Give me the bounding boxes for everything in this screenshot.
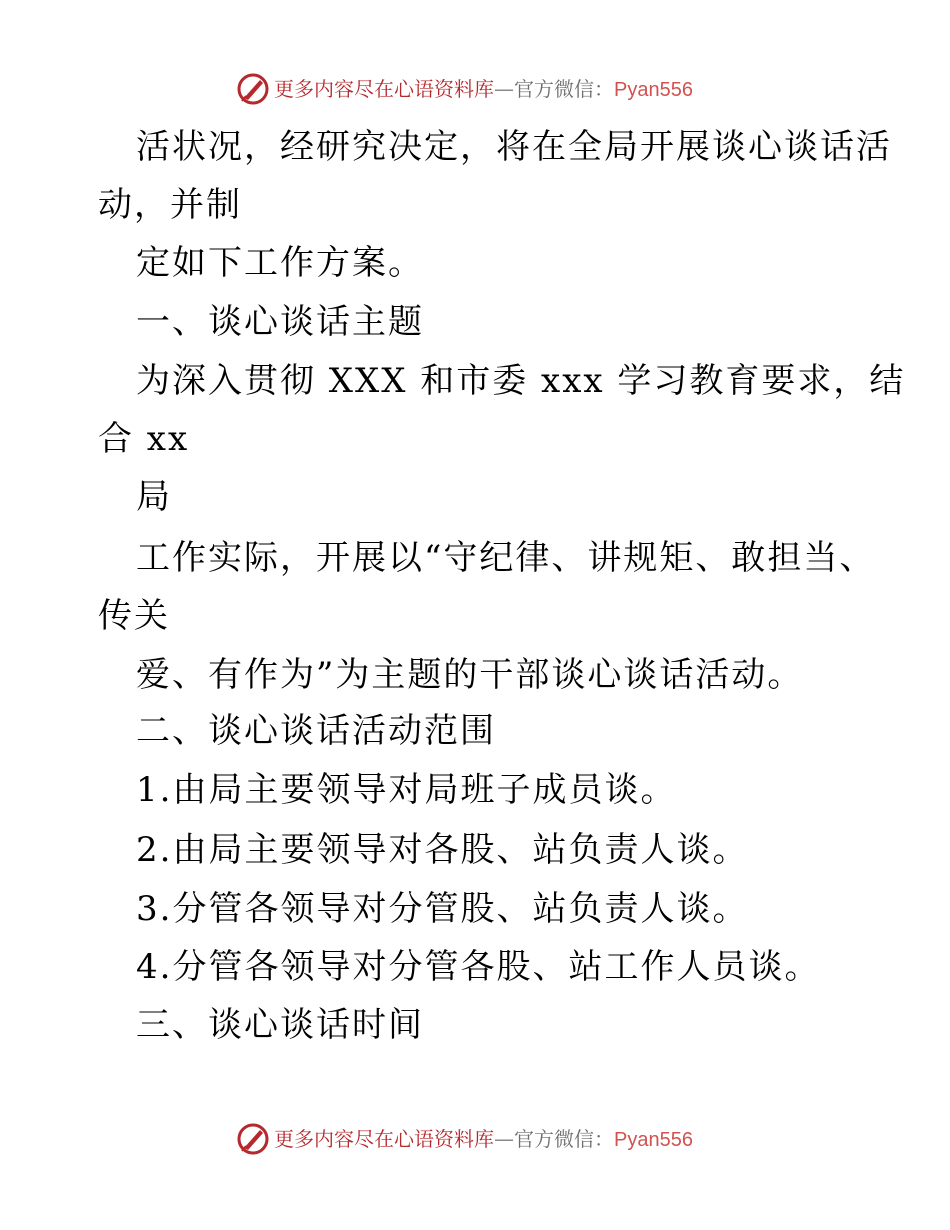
paragraph-line: 爱、有作为”为主题的干部谈心谈话活动。 [136, 655, 804, 695]
watermark-wechat-id: Pyan556 [614, 79, 693, 101]
list-item: 2.由局主要领导对各股、站负责人谈。 [136, 830, 749, 870]
quill-logo-icon [236, 72, 270, 106]
paragraph-line: 合 xx [98, 419, 190, 459]
paragraph-line: 局 [136, 477, 172, 517]
paragraph-line: 传关 [98, 596, 170, 636]
watermark-header [0, 70, 950, 110]
paragraph-line: 工作实际，开展以“守纪律、讲规矩、敢担当、 [136, 538, 876, 578]
paragraph-line: 定如下工作方案。 [136, 243, 424, 283]
section-heading: 二、谈心谈话活动范围 [136, 711, 496, 751]
paragraph-line: 活状况，经研究决定，将在全局开展谈心谈话活 [136, 127, 892, 167]
paragraph-line: 动，并制 [98, 185, 242, 225]
quill-logo-icon [236, 1122, 270, 1156]
watermark-main: 更多内容尽在心语资料库 [274, 77, 494, 101]
watermark-wechat-label: 官方微信： [514, 77, 614, 101]
watermark-footer [0, 1120, 950, 1160]
watermark-separator: — [494, 77, 514, 101]
list-item: 4.分管各领导对分管各股、站工作人员谈。 [136, 947, 821, 987]
section-heading: 一、谈心谈话主题 [136, 302, 424, 342]
list-item: 3.分管各领导对分管股、站负责人谈。 [136, 889, 749, 929]
watermark-separator: — [494, 1127, 514, 1151]
watermark-wechat-id: Pyan556 [614, 1129, 693, 1151]
list-item: 1.由局主要领导对局班子成员谈。 [136, 770, 677, 810]
watermark-wechat-label: 官方微信： [514, 1127, 614, 1151]
watermark-text [274, 1127, 693, 1152]
watermark-text [274, 77, 693, 102]
watermark-main: 更多内容尽在心语资料库 [274, 1127, 494, 1151]
section-heading: 三、谈心谈话时间 [136, 1005, 424, 1045]
paragraph-line: 为深入贯彻 XXX 和市委 xxx 学习教育要求，结 [136, 361, 906, 401]
